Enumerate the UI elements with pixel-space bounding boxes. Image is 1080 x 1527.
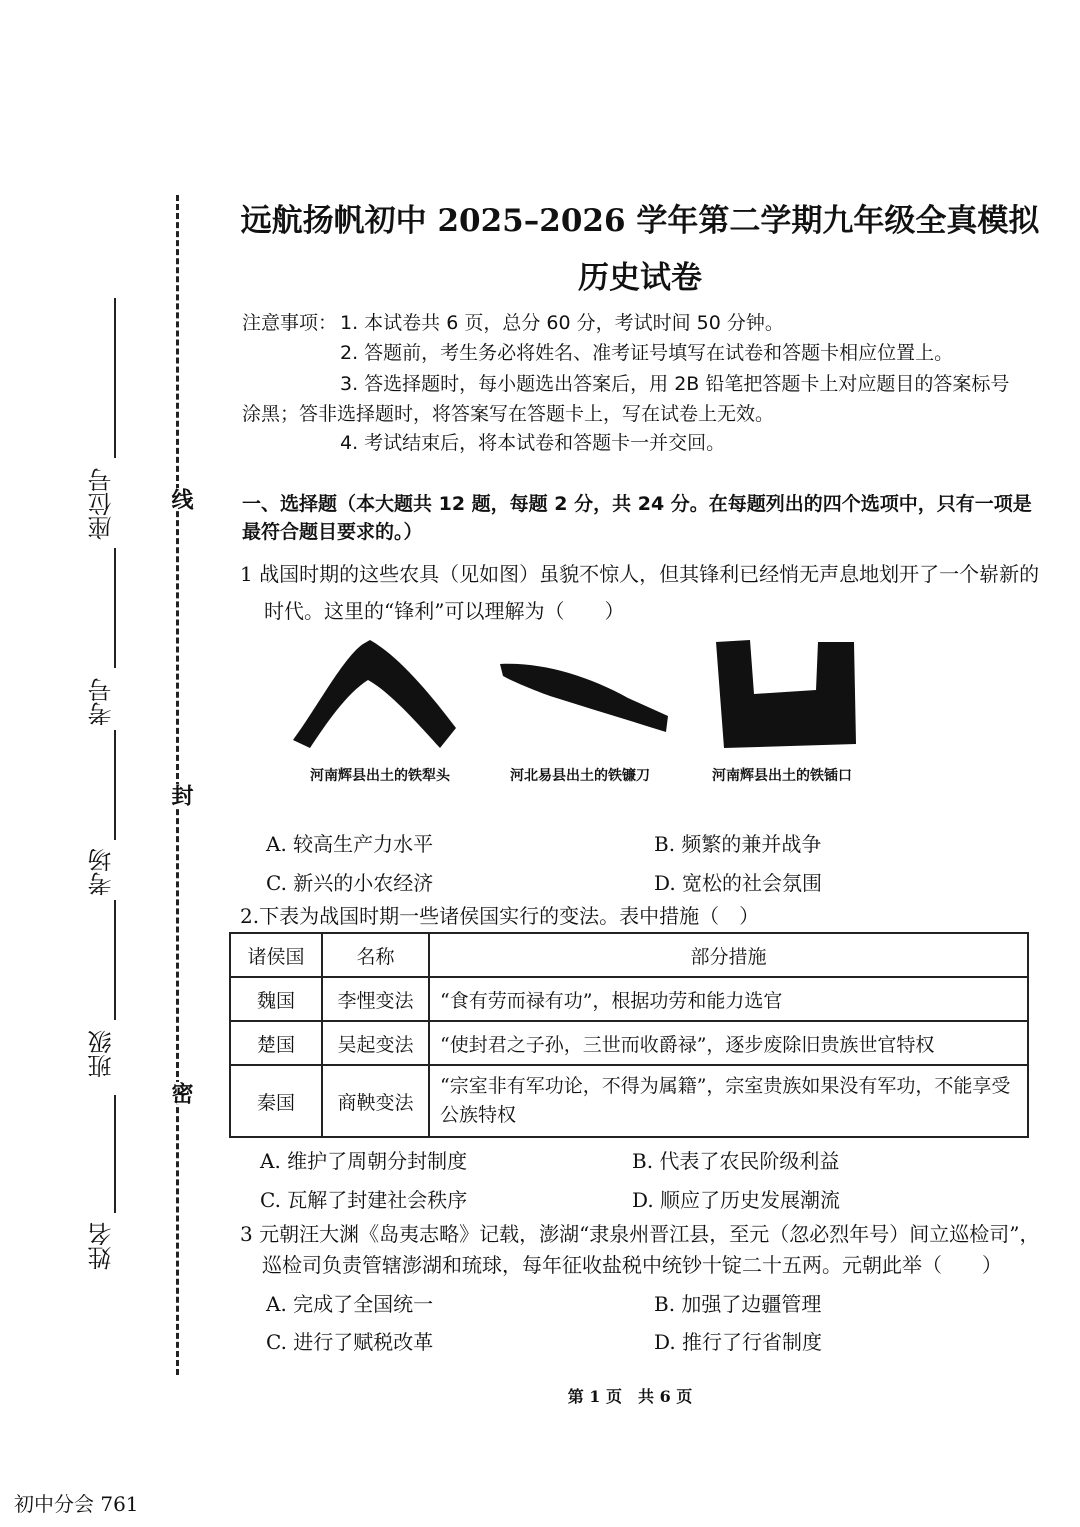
q1-stem-cont: 时代。这里的“锋利”可以理解为（ ） — [264, 599, 625, 623]
exam-subtitle: 历史试卷 — [578, 260, 702, 296]
notice-label: 注意事项： — [242, 312, 338, 334]
table-header-row — [230, 933, 1028, 977]
q2-option-b: B. 代表了农民阶级利益 — [632, 1149, 840, 1173]
name-label: 姓名 — [88, 1222, 116, 1270]
q3-stem: 3 元朝汪大渊《岛夷志略》记载，澎湖“隶泉州晋江县，至元（忽必烈年号）间立巡检司”， — [240, 1222, 1040, 1246]
notice-item-2: 2. 答题前，考生务必将姓名、准考证号填写在试卷和答题卡相应位置上。 — [340, 342, 954, 364]
cell-reform: 商鞅变法 — [322, 1065, 429, 1137]
exam-number-label: 考号 — [88, 678, 116, 726]
cell-reform: 吴起变法 — [322, 1021, 429, 1065]
q3-option-a: A. 完成了全国统一 — [266, 1292, 434, 1316]
section-heading: 一、选择题（本大题共 12 题，每题 2 分，共 24 分。在每题列出的四个选项中，只有一项是 — [242, 493, 1032, 515]
seat-number-label: 座位号 — [88, 468, 116, 540]
seat-number-line — [114, 298, 116, 458]
notice-item-1: 1. 本试卷共 6 页，总分 60 分，考试时间 50 分钟。 — [340, 312, 784, 334]
q2-stem: 2.下表为战国时期一些诸侯国实行的变法。表中措施（ ） — [240, 904, 760, 928]
class-line — [114, 900, 116, 1020]
q1-option-d: D. 宽松的社会氛围 — [654, 871, 823, 895]
q3-option-d: D. 推行了行省制度 — [654, 1330, 823, 1354]
header-measures: 部分措施 — [429, 933, 1028, 977]
caption-plow: 河南辉县出土的铁犁头 — [310, 768, 450, 784]
table-row — [230, 1065, 1028, 1137]
binding-mark-seal: 封 — [166, 784, 197, 806]
exam-title: 远航扬帆初中 2025–2026 学年第二学期九年级全真模拟 — [240, 203, 1040, 239]
caption-spade: 河南辉县出土的铁锸口 — [712, 768, 852, 784]
q1-tools-figure — [288, 636, 868, 756]
q3-option-b: B. 加强了边疆管理 — [654, 1292, 822, 1316]
iron-sickle-image — [500, 664, 668, 732]
reform-table — [229, 932, 1029, 1138]
q2-option-a: A. 维护了周朝分封制度 — [260, 1149, 468, 1173]
cell-state: 魏国 — [230, 977, 322, 1021]
section-heading-cont: 最符合题目要求的。） — [242, 521, 423, 543]
q1-option-b: B. 频繁的兼并战争 — [654, 832, 822, 856]
page-number: 第 1 页 共 6 页 — [567, 1387, 693, 1406]
exam-room-label: 考场 — [88, 848, 116, 896]
cell-state: 楚国 — [230, 1021, 322, 1065]
notice-item-4: 4. 考试结束后，将本试卷和答题卡一并交回。 — [340, 432, 726, 454]
q1-stem: 1 战国时期的这些农具（见如图）虽貌不惊人，但其锋利已经悄无声息地划开了一个崭新的 — [240, 562, 1040, 586]
table-row — [230, 1021, 1028, 1065]
header-state: 诸侯国 — [230, 933, 322, 977]
notice-item-3: 3. 答选择题时，每小题选出答案后，用 2B 铅笔把答题卡上对应题目的答案标号 — [340, 373, 1010, 395]
q1-option-a: A. 较高生产力水平 — [266, 832, 434, 856]
class-label: 班级 — [88, 1030, 116, 1078]
name-line — [114, 1095, 116, 1213]
iron-plow-head-image — [293, 640, 456, 748]
q1-option-c: C. 新兴的小农经济 — [266, 871, 434, 895]
binding-mark-secret: 密 — [166, 1082, 197, 1104]
caption-sickle: 河北易县出土的铁镰刀 — [510, 768, 650, 784]
q3-stem-cont: 巡检司负责管辖澎湖和琉球，每年征收盐税中统钞十锭二十五两。元朝此举（ ） — [262, 1253, 1002, 1277]
binding-mark-line: 线 — [166, 488, 197, 510]
exam-room-line — [114, 730, 116, 840]
cell-reform: 李悝变法 — [322, 977, 429, 1021]
q2-option-c: C. 瓦解了封建社会秩序 — [260, 1188, 468, 1212]
q2-option-d: D. 顺应了历史发展潮流 — [632, 1188, 841, 1212]
cell-state: 秦国 — [230, 1065, 322, 1137]
cell-measure: “使封君之子孙，三世而收爵禄”，逐步废除旧贵族世官特权 — [429, 1021, 1028, 1065]
exam-number-line — [114, 548, 116, 668]
cell-measure: “宗室非有军功论，不得为属籍”，宗室贵族如果没有军功，不能享受公族特权 — [429, 1065, 1028, 1137]
header-name: 名称 — [322, 933, 429, 977]
cell-measure: “食有劳而禄有功”，根据功劳和能力选官 — [429, 977, 1028, 1021]
q3-option-c: C. 进行了赋税改革 — [266, 1330, 434, 1354]
notice-item-3-cont: 涂黑；答非选择题时，将答案写在答题卡上，写在试卷上无效。 — [242, 403, 775, 425]
watermark-text: 初中分会 761 — [14, 1492, 139, 1516]
iron-spade-edge-image — [716, 640, 856, 748]
table-row — [230, 977, 1028, 1021]
